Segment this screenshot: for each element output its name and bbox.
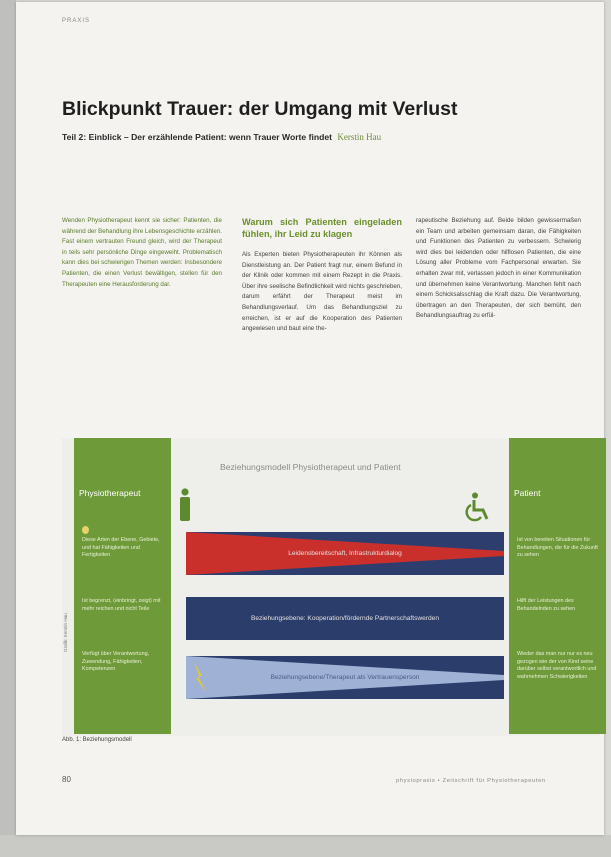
patient-item: Hilft der Leistungen des Behandelnden zu sehen	[517, 598, 576, 612]
author-name: Kerstin Hau	[337, 132, 382, 142]
article-title: Blickpunkt Trauer: der Umgang mit Verlust	[62, 98, 458, 120]
patient-item: Wieder das man nur nur es neu gezogen wie der von Kind seine darüber selbst verantwortlich und wahrnehmen Schwierigkeiten	[517, 651, 597, 680]
intro-column: Wenden Physiotherapeut kennt sie sicher: Patienten, die während der Behandlung ihre Lebensgeschichte erzählen. Fast einem vertrauten Freund gleich, wird der Therapeut in teils sehr persönliche Dinge eingeweiht. Problematisch kann dies bei schwierigen Themen werden: Insbesondere Patienten, die einen Verlust bewältigen, stellen für den Therapeuten eine Herausforderung dar.	[62, 217, 222, 288]
section-label: PRAXIS	[62, 18, 91, 24]
physiotherapist-item: Ist begrenzt, (einbringt, zeigt) mit mehr reichen und nicht Teile	[82, 598, 161, 612]
patient-item: Ist von bereiten Situationen für Behandlungen, die für die Zukunft zu sehen	[517, 537, 598, 559]
section-heading: Warum sich Patienten eingeladen fühlen, ihr Leid zu klagen	[242, 217, 402, 239]
band1-label: Leidensbereitschaft, Infrastrukturdialog	[288, 550, 402, 557]
band-kooperation	[186, 597, 504, 640]
body-column-3: rapeutische Beziehung auf. Beide bilden gewissermaßen ein Team und arbeiten gemeinsam daran, die Fähigkeiten und Funktionen des Patienten zu verbessern. Schwierig wird dies bei leidenden oder hilflosen Patienten, die eine Lösung aller Probleme vom Fachpersonal erwarten. Sie erhalten zwar mit, verlassen jedoch in einer Kommunikation und übernehmen keine Verantwortung. Manchen fehlt nach einem Schicksalsschlag die Kraft dazu. Die Verantwortung, übertragen an den Therapeuten, der sich bemüht, den Behandlungsauftrag zu erfül-	[416, 217, 581, 320]
wheelchair-icon	[464, 492, 494, 524]
physiotherapist-title: Physiotherapeut	[79, 488, 141, 498]
document-page	[16, 2, 604, 835]
page-number: 80	[62, 775, 71, 784]
scan-left-edge	[0, 0, 16, 857]
physiotherapist-item: Diese Arten der Ebene, Gebiete, und hat Fähigkeiten und Fertigkeiten	[82, 537, 160, 559]
body-text-2: Als Experten bieten Physiotherapeuten ihr Können als Dienstleistung an. Der Patient fragt nur, einem Befund in der Klinik oder kommen mit einem Rezept in die Praxis. Über ihre seelische Befindlichkeit wird nichts geschrieben, darum erfährt der Therapeut meist im Behandlungsverlauf. Um das Behandlungsziel zu erreichen, ist er auf die Kooperation des Patienten angewiesen und baut eine the-	[242, 251, 402, 333]
patient-title: Patient	[514, 488, 541, 498]
physiotherapist-column	[74, 438, 171, 734]
body-column-2	[242, 216, 402, 335]
article-subtitle	[62, 132, 381, 142]
patient-column	[509, 438, 606, 734]
relationship-diagram	[62, 438, 600, 736]
band3-label: Beziehungsebene/Therapeut als Vertrauensperson	[270, 674, 420, 681]
diagram-title: Beziehungsmodell Physiotherapeut und Patient	[220, 462, 401, 472]
band1-label-wrap	[186, 532, 504, 575]
subtitle-text: Teil 2: Einblick – Der erzählende Patient: wenn Trauer Worte findet	[62, 132, 332, 142]
physiotherapist-item: Verfügt über Verantwortung, Zuwendung, Fähigkeiten, Kompetenzen	[82, 651, 150, 673]
band3-label-wrap	[186, 656, 504, 699]
scan-bottom-strip	[0, 835, 611, 857]
band2-label: Beziehungsebene: Kooperation/fördernde Partnerschaftswerden	[250, 615, 440, 622]
journal-footer: physiopraxis • Zeitschrift für Physiotherapeuten	[396, 778, 546, 784]
graphic-credit: Grafik: Kerstin Hau	[63, 613, 68, 652]
person-icon	[178, 488, 192, 522]
figure-caption: Abb. 1: Beziehungsmodell	[62, 737, 132, 743]
lightbulb-icon	[82, 526, 89, 534]
